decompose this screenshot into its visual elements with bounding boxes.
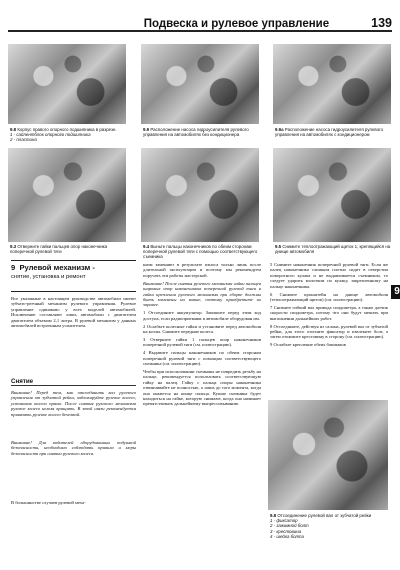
page-number: 139	[371, 16, 392, 30]
step: 4 Выдавите пальцы наконечников по обеим сторонам поперечной рулевой тяги с помощью соответствующего съемника (см. иллюстрацию).	[143, 350, 261, 366]
bearing-illustration	[8, 44, 126, 124]
step: 8 Отсоедините, действуя из салона, рулевой вал от зубчатой рейки, для этого отогните фиксатор и извлеките болт, а затем отожмите крестовину в сторону (см. иллюстрацию).	[270, 323, 388, 340]
intro-paragraph: Все указанные в настоящем руководстве автомобили имеют зубчато-реечный механизм рулевого управления. Рулевое управление одинаково у всех моделей автомобилей. Исключение составляют лишь автомобили с двигателем двигателем объемом 2,1 литра. В рулевой механизм у данных автомобилей встроенным усилителем.	[11, 296, 136, 329]
figure-caption: 9.8 Корпус правого опорного подшипника в разрезе. 1 - сайлентблок опорного подшипника 2 - пластина	[10, 127, 117, 143]
figure-caption: 9.5 Снимите теплоотражающий щиток 1, крепящийся на днище автомобиля	[275, 244, 391, 255]
paragraph: Чтобы при использовании съемника не повредить резьбу на пальце, рекомендуется использовать соответствующую гайку на палец. Гайку с пальца опоры наконечника отвинчивайте не полностью, а лишь до того момента, когда она окажется на конце пальца. Кушие съемника будет находиться на гайке, которую снимают, когда она начинает препятствовать дальнейшему выпрессовыванию.	[143, 368, 261, 407]
steering-shaft-illustration	[268, 400, 388, 510]
column-left	[11, 296, 136, 331]
page-header	[8, 8, 392, 32]
step: 5 Снимите наконечник поперечной рулевой тяги. Если же палец наконечника слишком плотно сидит в отверстии поворотного кулака и не выдавливается съемником, то следует ударить молотком по кулаку, закрепленному на пальце наконечника.	[270, 262, 388, 289]
warning-note: Внимание! Перед тем, как отсоединить вал рулевого управления от зубчатой рейки, заблокируйте рулевое колесо, установив колеса прямо. После снятия рулевого механизма рулевое колесо нельзя вращать. В этой связи рекомендуется привязать рулевое колесо бечевкой.	[11, 390, 136, 417]
figure-caption: 9.9 Расположение насоса гидроусилителя рулевого управления на автомобилях без кондиционера	[143, 127, 249, 138]
chapter-tab: 9	[391, 285, 400, 299]
column-left-tail: В большинстве случаев рулевой меха-	[11, 500, 86, 505]
step: 9 Ослабьте крепление обеих башмаков	[270, 342, 346, 348]
warning-note: Внимание! После снятия рулевого механизма гайки пальцев шаровых опор наконечников поперечной рулевой тяги и гайки креплении рулевого механизма при сборке должны быть заменены на новые, поэтому приобретите их заранее.	[143, 280, 261, 308]
running-title: Подвеска и рулевое управление	[143, 18, 330, 30]
tie-rod-puller-illustration	[141, 148, 259, 242]
step: 1 Отсоедините аккумулятор. Запишите перед этим код доступа, если радиоприемник в автомобиле оборудован им.	[143, 310, 261, 321]
subsection-heading: Снятие	[11, 378, 136, 386]
step: 7 Снимите гибкий вал привода спидометра, а также датчик скорости спидометра, потому что они будут мешать при выполнении дальнейших работ.	[270, 304, 388, 321]
figure-caption: 9.9а Расположение насоса гидроусилителя рулевого управления на автомобилях с кондиционером	[275, 127, 384, 138]
heat-shield-illustration	[273, 148, 391, 242]
step: 6 Снимите кронштейн на днище автомобиля (теплоотражающий щиток) (см. иллюстрацию).	[270, 291, 388, 302]
tie-rod-nuts-illustration	[8, 148, 126, 242]
pump-illustration-no-ac	[141, 44, 259, 124]
paragraph: низм заменяют в результате износа только лишь после длительной эксплуатации и поэтому мы рекомендуем поручать эти работы мастерской.	[143, 262, 261, 278]
warning-note: Внимание! Для водителей оборудованных подушкой безопасности, необходимо соблюдать правила и меры безопасности при снятии рулевого колеса.	[11, 440, 136, 456]
figure-caption: 9.3 Отверните гайки пальцев опор наконечника поперечной рулевой тяги	[10, 244, 108, 255]
step: 3 Отверните гайки 1 пальцев опор наконечников поперечной рулевой тяги (см. иллюстрацию).	[143, 336, 261, 348]
section-heading: 9 Рулевой механизм - снятие, установка и ремонт	[11, 260, 136, 292]
step: 2 Ослабьте колесные гайки и установите перед автомобиля на козлы. Снимите передние колеса.	[143, 323, 261, 334]
column-right	[270, 262, 388, 350]
pump-illustration-with-ac	[273, 44, 391, 124]
figure-caption: 9.8 Отсоединение рулевой вал от зубчатой рейки 1 - фиксатор 2 - зажимной болт 3 - крестовина 4 - шейка болта	[270, 513, 372, 539]
column-middle	[143, 262, 261, 409]
figure-caption: 9.4 Выньте пальцы наконечников по обеим сторонам поперечной рулевой тяги с помощью соответствующего съемника	[143, 244, 258, 260]
